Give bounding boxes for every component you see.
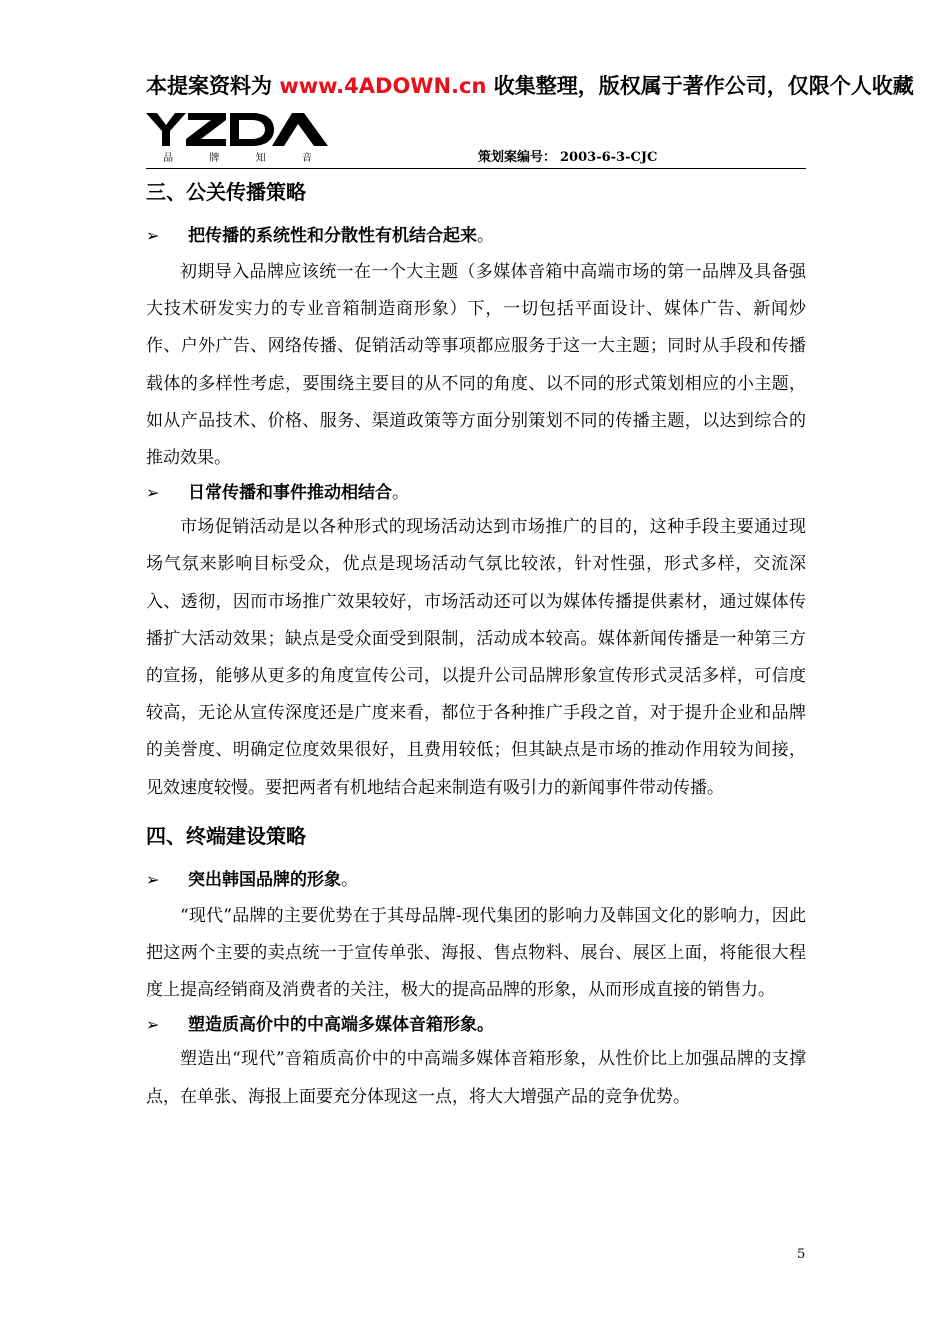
arrow-bullet-icon: ➢ <box>146 1015 160 1035</box>
section-heading-pr: 三、公关传播策略 <box>146 180 306 204</box>
subsection-title: ➢ 塑造质高价中的中高端多媒体音箱形象。 <box>146 1010 806 1040</box>
body-paragraph: “现代”品牌的主要优势在于其母品牌-现代集团的影响力及韩国文化的影响力，因此把这两个主要的卖点统一于宣传单张、海报、售点物料、展台、展区上面，将能很大程度上提高经销商及消费者的关注，极大的提高品牌的形象，从而形成直接的销售力。 <box>146 905 806 1001</box>
arrow-bullet-icon: ➢ <box>146 226 160 245</box>
subsection-title: ➢ 把传播的系统性和分散性有机结合起来 。 <box>146 221 806 251</box>
document-number: 策划案编号： 2003-6-3-CJC <box>478 150 658 165</box>
section-heading-terminal: 四、终端建设策略 <box>146 823 306 848</box>
body-paragraph: 塑造出“现代”音箱质高价中的中高端多媒体音箱形象，从性价比上加强品牌的支撑点，在单张、海报上面要充分体现这一点，将大大增强产品的竞争优势。 <box>146 1049 806 1107</box>
page-body <box>146 170 806 1116</box>
subsection-title: ➢ 日常传播和事件推动相结合 。 <box>146 478 806 508</box>
copyright-banner <box>146 71 950 101</box>
yzda-logo <box>146 113 331 165</box>
banner-prefix: 本提案资料为 <box>146 74 280 98</box>
arrow-bullet-icon: ➢ <box>146 869 160 889</box>
body-paragraph: 初期导入品牌应该统一在一个大主题（多媒体音箱中高端市场的第一品牌及具备强大技术研发实力的专业音箱制造商形象）下，一切包括平面设计、媒体广告、新闻炒作、户外广告、网络传播、促销活动等事项都应服务于这一大主题；同时从手段和传播载体的多样性考虑，要围绕主要目的从不同的角度、以不同的形式策划相应的小主题，如从产品技术、价格、服务、渠道政策等方面分别策划不同的传播主题，以达到综合的推动效果。 <box>146 262 806 469</box>
logo-subtitle: 品 牌 知 音 <box>163 153 314 164</box>
banner-suffix: 收集整理，版权属于著作公司，仅限个人收藏 <box>486 74 914 98</box>
body-paragraph: 市场促销活动是以各种形式的现场活动达到市场推广的目的，这种手段主要通过现场气氛来影响目标受众，优点是现场活动气氛比较浓，针对性强，形式多样，交流深入、透彻，因而市场推广效果较好，市场活动还可以为媒体传播提供素材，通过媒体传播扩大活动效果；缺点是受众面受到限制，活动成本较高。媒体新闻传播是一种第三方的宣扬，能够从更多的角度宣传公司，以提升公司品牌形象宣传形式灵活多样，可信度较高，无论从宣传深度还是广度来看，都位于各种推广手段之首，对于提升企业和品牌的美誉度、明确定位度效果很好，且费用较低；但其缺点是市场的推动作用较为间接，见效速度较慢。要把两者有机地结合起来制造有吸引力的新闻事件带动传播。 <box>146 517 806 798</box>
page-number: 5 <box>797 1247 806 1262</box>
banner-url-link[interactable]: www.4ADOWN.cn <box>279 74 487 98</box>
arrow-bullet-icon: ➢ <box>146 483 160 503</box>
header-divider <box>146 168 806 169</box>
yzda-logo-mark <box>146 113 331 147</box>
subsection-title: ➢ 突出韩国品牌的形象 。 <box>146 865 806 895</box>
